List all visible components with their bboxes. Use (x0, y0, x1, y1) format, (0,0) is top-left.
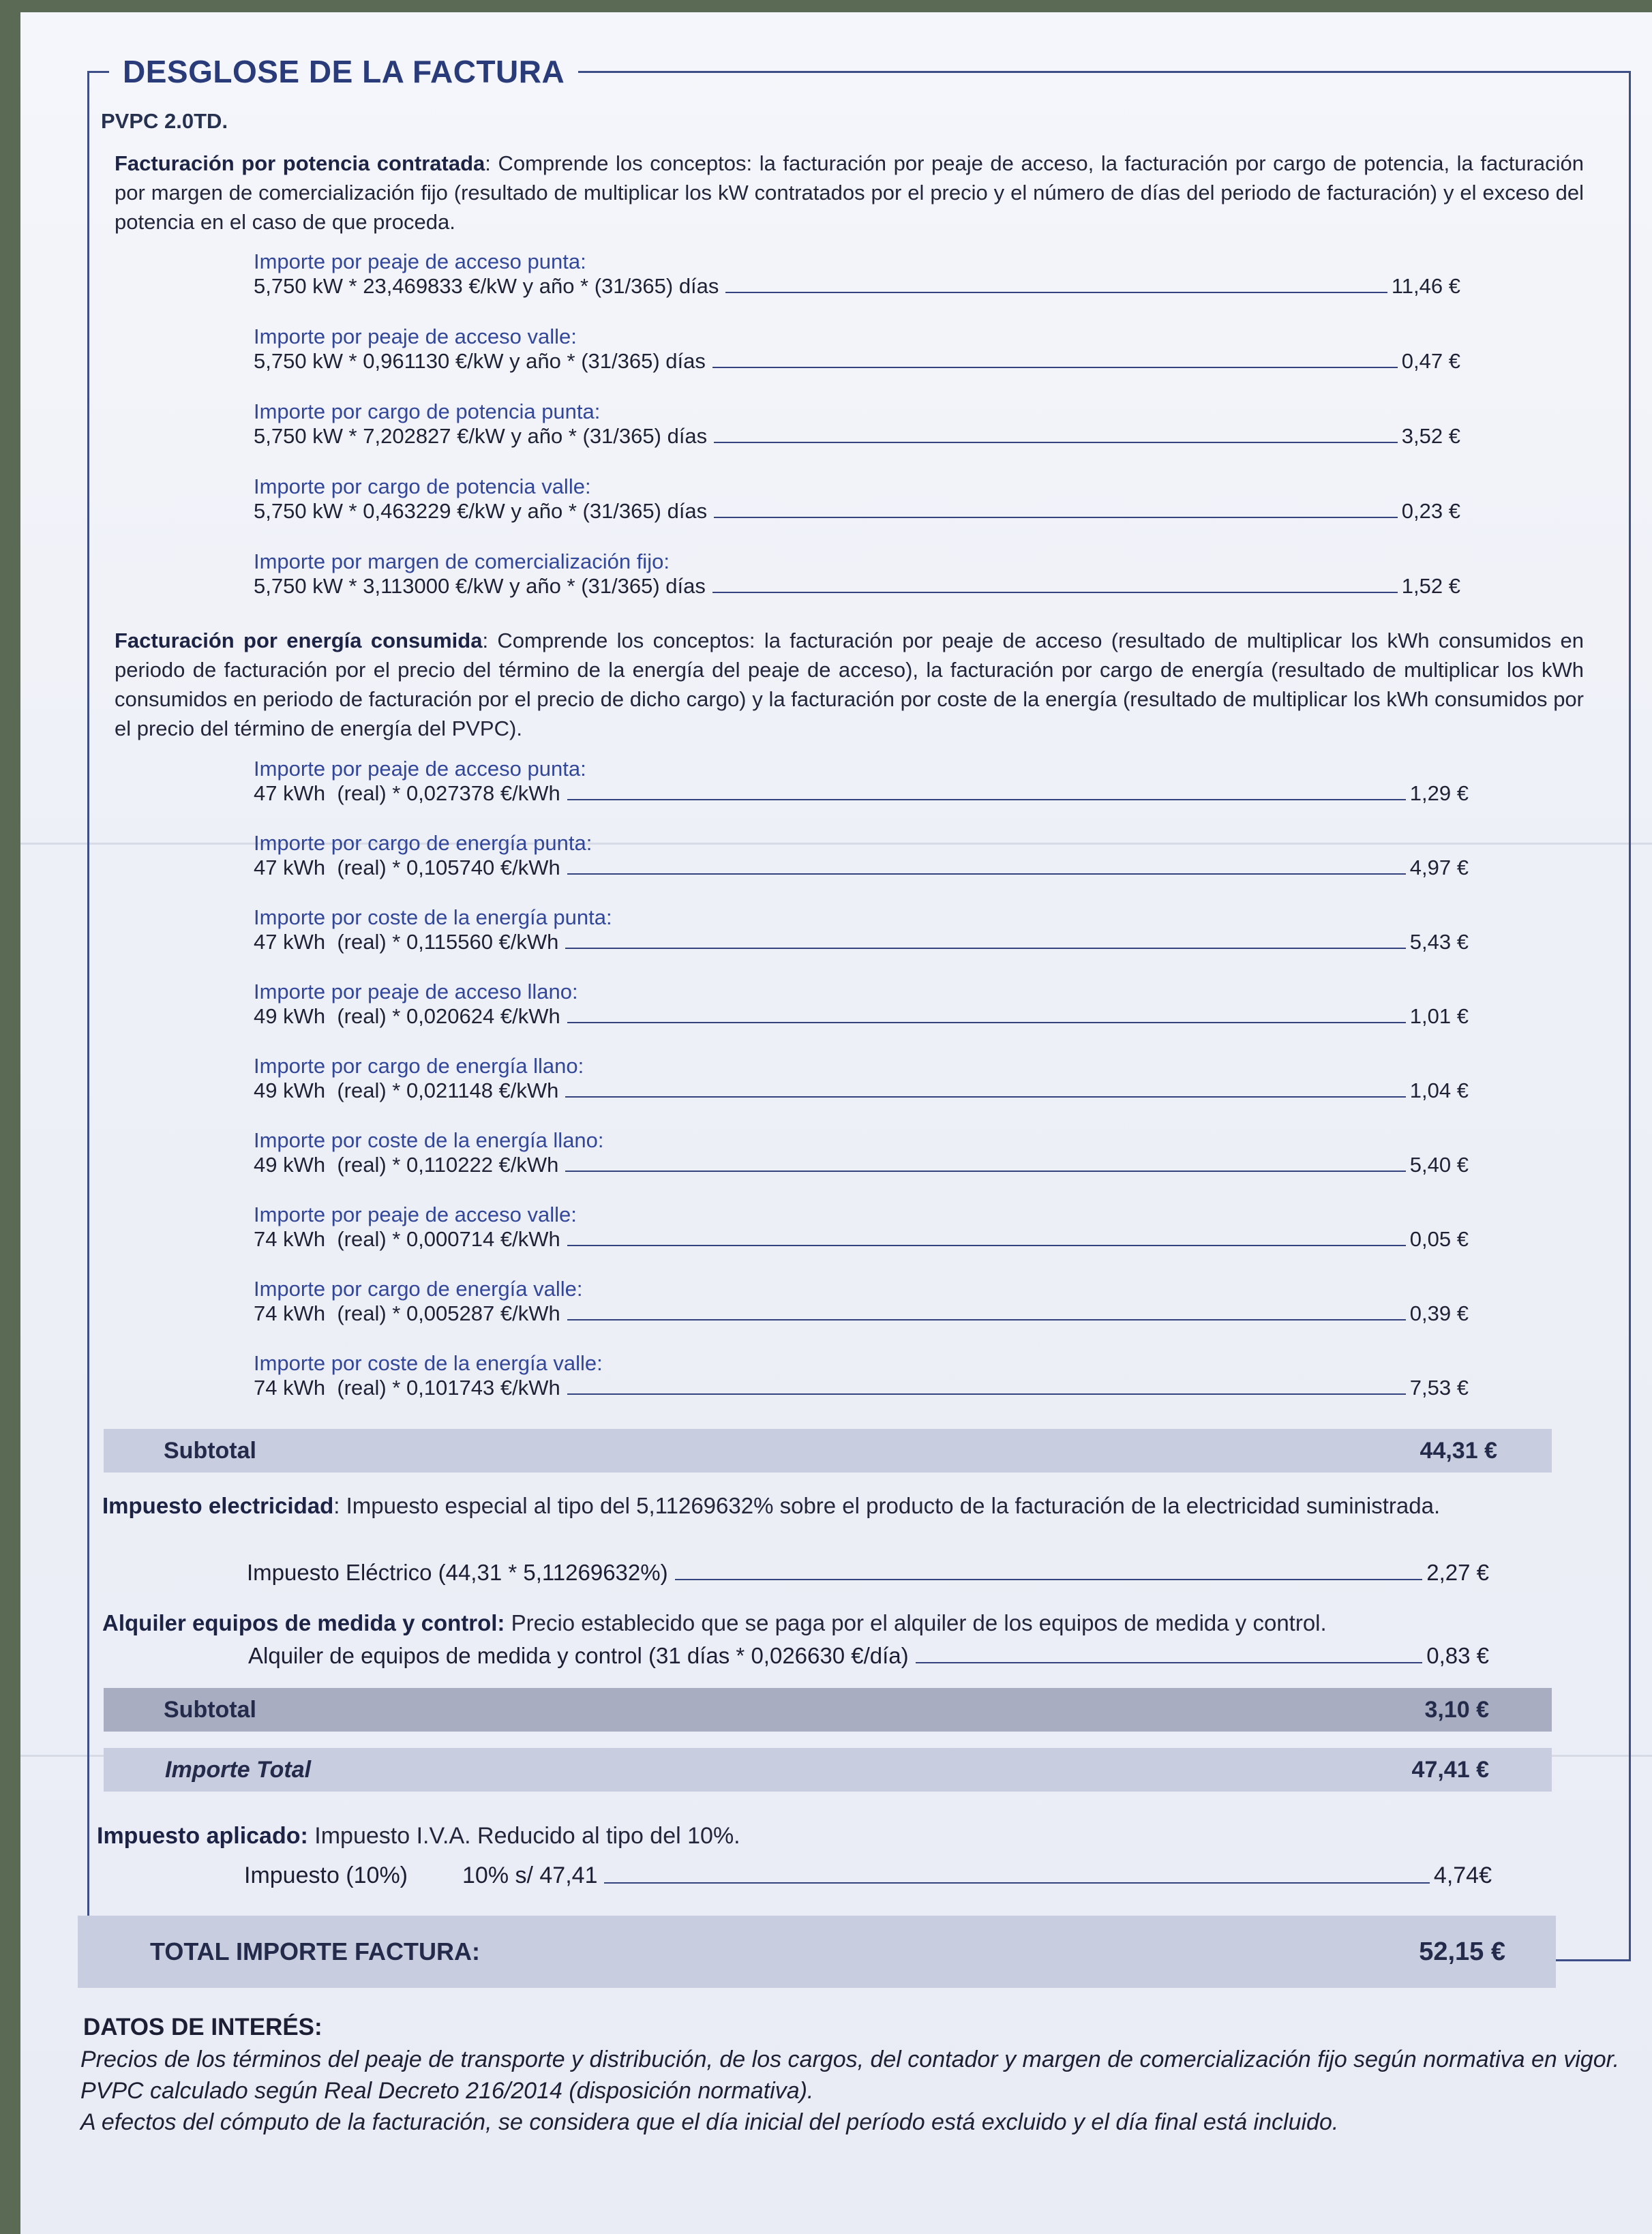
charge-row (254, 424, 1460, 449)
charge-calculation: 74 kWh (real) * 0,000714 €/kWh (254, 1227, 560, 1251)
charge-label: Importe por coste de la energía llano: (254, 1128, 604, 1152)
leader-line (604, 1882, 1429, 1884)
charge-item (254, 399, 1460, 449)
electricity-tax-heading: Impuesto electricidad (102, 1493, 334, 1518)
charge-calculation: 47 kWh (real) * 0,105740 €/kWh (254, 856, 560, 879)
energy-description (115, 626, 1584, 743)
charge-row (254, 781, 1469, 806)
grand-total-label: TOTAL IMPORTE FACTURA: (150, 1937, 480, 1965)
charge-calculation: 49 kWh (real) * 0,021148 €/kWh (254, 1078, 559, 1102)
charge-amount: 0,05 € (1409, 1227, 1469, 1251)
vat-amount: 4,74€ (1433, 1862, 1492, 1888)
charge-label: Importe por peaje de acceso valle: (254, 324, 577, 348)
charge-item (254, 1351, 1469, 1400)
electricity-tax-description (102, 1490, 1620, 1522)
grand-total-band (78, 1916, 1556, 1988)
charge-amount: 0,39 € (1409, 1301, 1469, 1325)
charge-calculation: 49 kWh (real) * 0,020624 €/kWh (254, 1004, 560, 1028)
leader-line (567, 1022, 1406, 1023)
charge-amount: 1,01 € (1409, 1004, 1469, 1028)
charge-row (254, 349, 1460, 374)
charge-amount: 1,04 € (1409, 1078, 1469, 1102)
charge-amount: 4,97 € (1409, 856, 1469, 879)
charge-item (254, 474, 1460, 524)
charge-calculation: 5,750 kW * 23,469833 €/kW y año * (31/365) días (254, 274, 719, 298)
equipment-rental-heading: Alquiler equipos de medida y control: (102, 1610, 505, 1635)
charge-amount: 5,43 € (1409, 930, 1469, 954)
charge-calculation: 74 kWh (real) * 0,101743 €/kWh (254, 1376, 560, 1400)
grand-total-amount: 52,15 € (1419, 1937, 1505, 1966)
leader-line (675, 1579, 1423, 1580)
frame-top-left (87, 71, 109, 73)
charge-label: Importe por cargo de potencia valle: (254, 474, 591, 498)
charge-row (254, 1153, 1469, 1177)
note-line: PVPC calculado según Real Decreto 216/2014 (disposición normativa). (80, 2078, 814, 2104)
charge-calculation: 49 kWh (real) * 0,110222 €/kWh (254, 1153, 559, 1177)
charge-calculation: 47 kWh (real) * 0,115560 €/kWh (254, 930, 559, 954)
importe-total-amount: 47,41 € (1411, 1756, 1489, 1783)
leader-line (565, 1096, 1405, 1098)
equipment-rental-description (102, 1607, 1620, 1639)
electricity-tax-text: : Impuesto especial al tipo del 5,11269632% sobre el producto de la facturación de la electricidad suministrada. (333, 1493, 1441, 1518)
electricity-tax-line (247, 1560, 1489, 1586)
tariff-label: PVPC 2.0TD. (101, 109, 228, 133)
equipment-rental-text: Precio establecido que se paga por el alquiler de los equipos de medida y control. (505, 1610, 1327, 1635)
charge-row (254, 1301, 1469, 1326)
charge-amount: 1,52 € (1401, 574, 1460, 598)
charge-amount: 7,53 € (1409, 1376, 1469, 1400)
charge-label: Importe por peaje de acceso llano: (254, 980, 578, 1003)
charge-row (254, 499, 1460, 524)
charge-item (254, 250, 1460, 299)
charge-item (254, 549, 1460, 599)
charge-label: Importe por cargo de potencia punta: (254, 399, 601, 423)
charge-row (254, 574, 1460, 599)
charge-amount: 3,52 € (1401, 424, 1460, 448)
charge-calculation: 74 kWh (real) * 0,005287 €/kWh (254, 1301, 560, 1325)
equipment-rental-calc: Alquiler de equipos de medida y control (31 días * 0,026630 €/día) (248, 1643, 909, 1668)
leader-line (567, 1393, 1406, 1395)
subtotal-other-band (104, 1688, 1552, 1732)
charge-item (254, 1054, 1469, 1103)
electricity-tax-amount: 2,27 € (1426, 1560, 1489, 1585)
leader-line (567, 1319, 1406, 1320)
charge-row (254, 274, 1460, 299)
energy-text: : Comprende los conceptos: la facturación por peaje de acceso (resultado de multiplicar los kWh consumidos en periodo de facturación por el precio del término de la energía del peaje de acceso), la facturación por cargo de energía (resultado de multiplicar los kWh consumidos en periodo de facturación por el precio de dicho cargo) y la facturación por coste de la energía (resultado de multiplicar los kWh consumidos por el precio del término de energía del PVPC). (115, 629, 1584, 740)
equipment-rental-line (248, 1643, 1489, 1669)
leader-line (714, 442, 1398, 443)
page-title: DESGLOSE DE LA FACTURA (109, 53, 578, 90)
charge-label: Importe por coste de la energía valle: (254, 1351, 603, 1375)
charge-item (254, 980, 1469, 1029)
charge-label: Importe por coste de la energía punta: (254, 905, 612, 929)
leader-line (712, 367, 1398, 368)
power-text: : Comprende los conceptos: la facturación por peaje de acceso, la facturación por cargo de potencia, la facturación por margen de comercialización fijo (resultado de multiplicar los kW contratados por el precio y el número de días del periodo de facturación) y el exceso del potencia en el caso de que proceda. (115, 151, 1584, 234)
note-line: Precios de los términos del peaje de transporte y distribución, de los cargos, del contador y margen de comercialización fijo según normativa en vigor. (80, 2047, 1620, 2072)
leader-line (916, 1662, 1423, 1663)
energy-heading: Facturación por energía consumida (115, 629, 483, 652)
leader-line (725, 292, 1387, 293)
charge-row (254, 1078, 1469, 1103)
vat-calc: 10% s/ 47,41 (462, 1862, 598, 1888)
charge-calculation: 5,750 kW * 0,463229 €/kW y año * (31/365) días (254, 499, 708, 523)
charge-calculation: 5,750 kW * 0,961130 €/kW y año * (31/365) días (254, 349, 706, 373)
charge-row (254, 856, 1469, 880)
notes-heading: DATOS DE INTERÉS: (83, 2014, 322, 2040)
notes-block (80, 2044, 1638, 2138)
charge-label: Importe por cargo de energía valle: (254, 1277, 583, 1301)
charge-item (254, 1203, 1469, 1252)
frame-top-right (532, 71, 1629, 73)
subtotal-label: Subtotal (164, 1437, 256, 1464)
charge-amount: 5,40 € (1409, 1153, 1469, 1177)
leader-line (567, 799, 1406, 800)
charge-item (254, 1277, 1469, 1326)
charge-calculation: 5,750 kW * 7,202827 €/kW y año * (31/365) días (254, 424, 708, 448)
leader-line (565, 1171, 1405, 1172)
charge-amount: 0,23 € (1401, 499, 1460, 523)
charge-row (254, 930, 1469, 954)
charge-label: Importe por peaje de acceso punta: (254, 757, 586, 781)
charge-label: Importe por cargo de energía punta: (254, 831, 592, 855)
charge-label: Importe por margen de comercialización fijo: (254, 549, 670, 573)
vat-description (97, 1822, 1615, 1851)
vat-heading: Impuesto aplicado: (97, 1823, 308, 1849)
subtotal-energy-band (104, 1429, 1552, 1473)
charge-item (254, 1128, 1469, 1177)
leader-line (567, 1245, 1406, 1246)
importe-total-band (104, 1748, 1552, 1792)
charge-amount: 0,47 € (1401, 349, 1460, 373)
leader-line (567, 873, 1406, 875)
leader-line (565, 948, 1405, 949)
charge-amount: 1,29 € (1409, 781, 1469, 805)
vat-text: Impuesto I.V.A. Reducido al tipo del 10%. (307, 1823, 740, 1849)
charge-label: Importe por peaje de acceso punta: (254, 250, 586, 273)
subtotal-label: Subtotal (164, 1696, 256, 1723)
charge-row (254, 1376, 1469, 1400)
leader-line (714, 517, 1398, 518)
charge-row (254, 1227, 1469, 1252)
electricity-tax-calc: Impuesto Eléctrico (44,31 * 5,11269632%) (247, 1560, 668, 1585)
note-line: A efectos del cómputo de la facturación, se considera que el día inicial del período está excluido y el día final está incluido. (80, 2109, 1339, 2135)
charge-row (254, 1004, 1469, 1029)
vat-line (244, 1862, 1492, 1889)
charge-item (254, 905, 1469, 954)
charge-label: Importe por peaje de acceso valle: (254, 1203, 577, 1226)
charge-calculation: 47 kWh (real) * 0,027378 €/kWh (254, 781, 560, 805)
subtotal-amount: 44,31 € (1420, 1437, 1497, 1464)
charge-amount: 11,46 € (1391, 274, 1460, 298)
power-description (115, 149, 1584, 237)
subtotal-amount: 3,10 € (1424, 1696, 1489, 1723)
equipment-rental-amount: 0,83 € (1426, 1643, 1489, 1668)
charge-item (254, 324, 1460, 374)
charge-label: Importe por cargo de energía llano: (254, 1054, 584, 1078)
vat-label: Impuesto (10%) (244, 1862, 408, 1888)
importe-total-label: Importe Total (165, 1756, 312, 1783)
charge-item (254, 831, 1469, 880)
leader-line (712, 592, 1398, 593)
power-heading: Facturación por potencia contratada (115, 151, 485, 175)
charge-item (254, 757, 1469, 806)
charge-calculation: 5,750 kW * 3,113000 €/kW y año * (31/365) días (254, 574, 706, 598)
